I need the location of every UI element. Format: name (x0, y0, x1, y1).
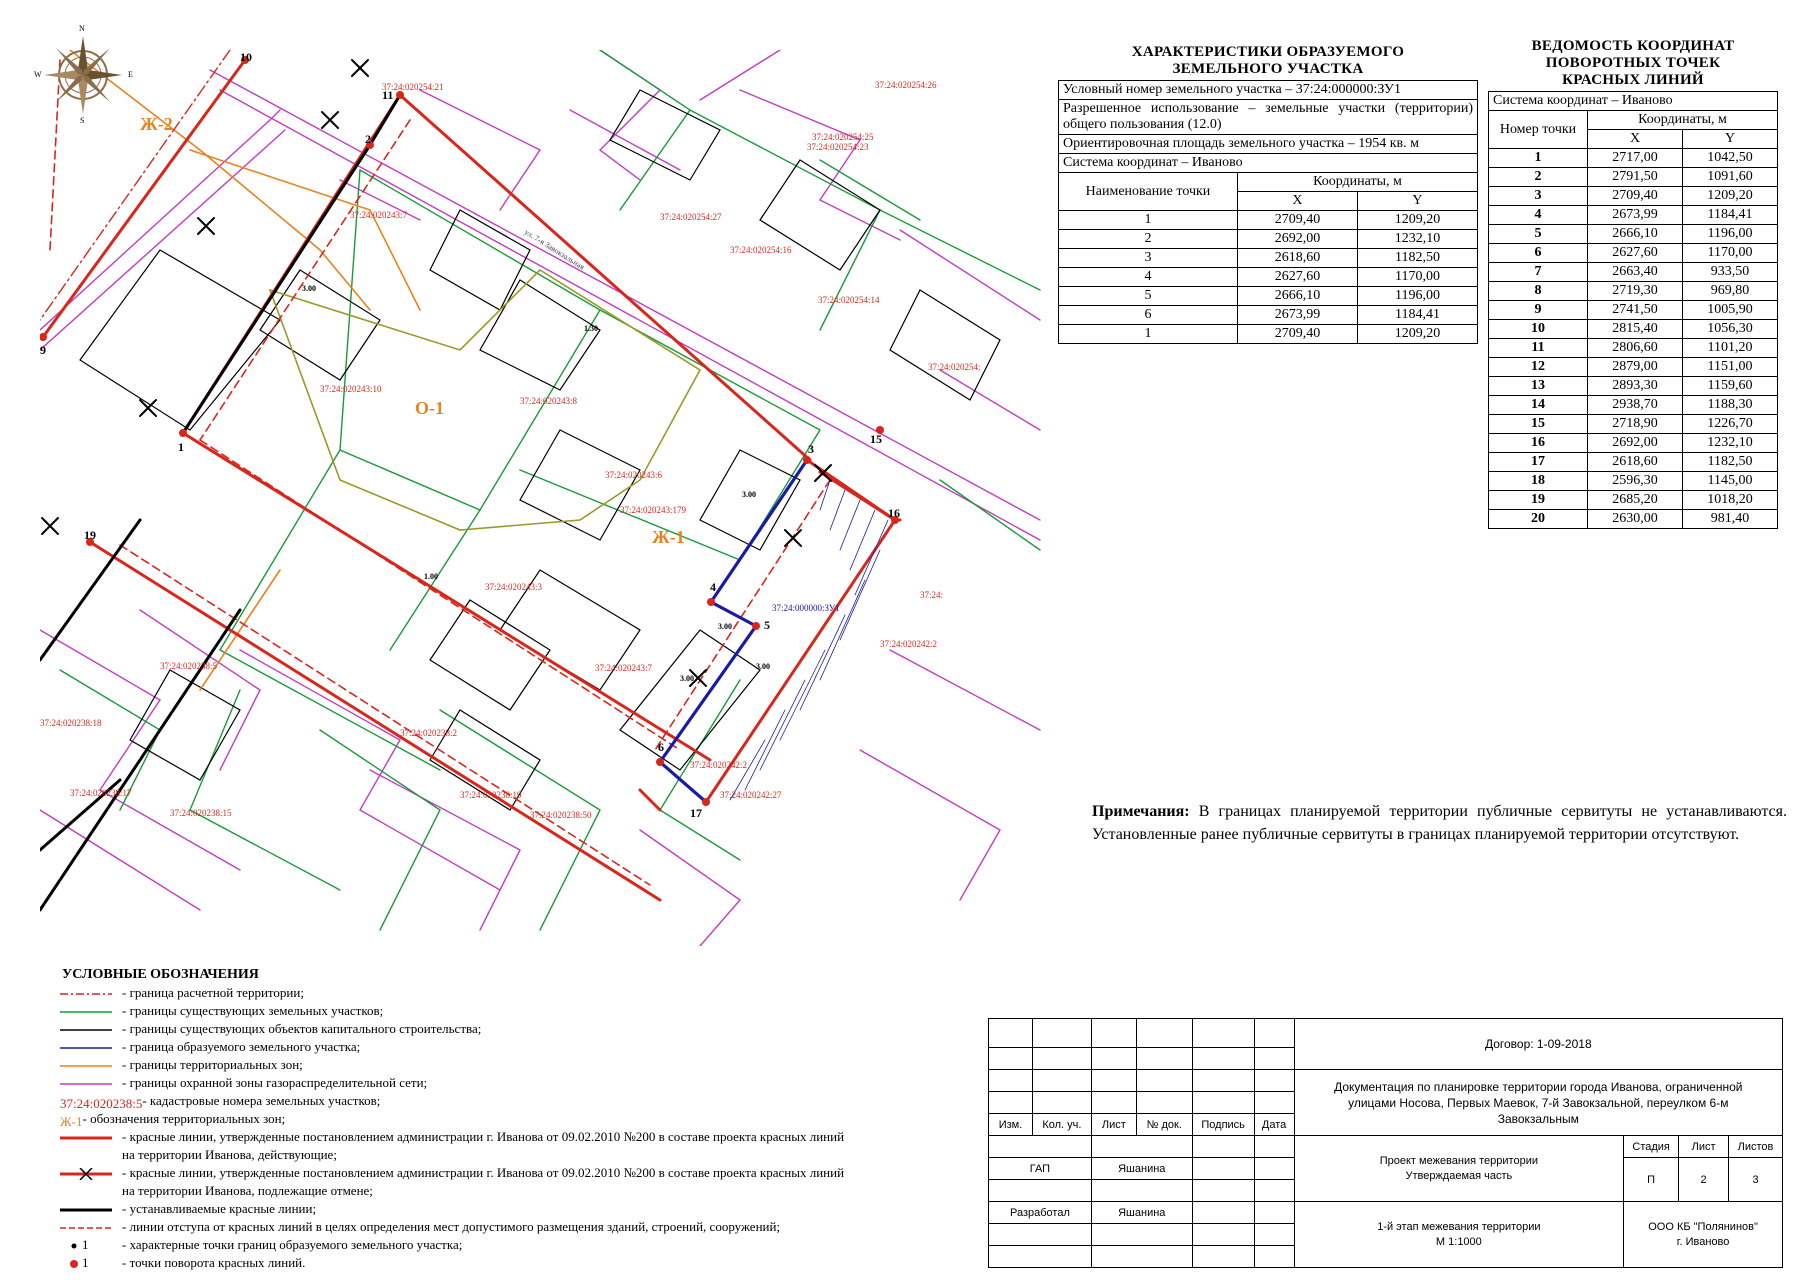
coords-row (1489, 263, 1778, 282)
coord-x: 2938,70 (1588, 396, 1683, 415)
dimension-label: 3.00 (756, 662, 770, 671)
coord-y: 1196,00 (1683, 225, 1778, 244)
coord-y: 1170,00 (1357, 268, 1477, 287)
legend-symbol (60, 1257, 116, 1269)
coord-x: 2806,60 (1588, 339, 1683, 358)
stamp-table (988, 1018, 1783, 1268)
coords-row (1489, 434, 1778, 453)
stamp-h-izm: Изм. (989, 1114, 1033, 1136)
dimension-label: 3.00 (302, 284, 316, 293)
legend-text: - границы территориальных зон; (122, 1057, 303, 1073)
coord-x: 2630,00 (1588, 510, 1683, 529)
coord-y: 1232,10 (1683, 434, 1778, 453)
notes-text: В границах планируемой территории публичные сервитуты не устанавливаются. Установленные ранее публичные сервитуты в границах планируемой территории отсутствуют. (1092, 803, 1787, 843)
point-name: 3 (1059, 249, 1238, 268)
legend-symbol (60, 1203, 116, 1215)
point-label: 1 (178, 440, 184, 454)
point-number: 14 (1489, 396, 1588, 415)
point-number: 11 (1489, 339, 1588, 358)
compass-n: N (79, 24, 85, 33)
col-point-number: Номер точки (1489, 111, 1588, 149)
point-label: 9 (40, 343, 46, 357)
stamp-org-name: ООО КБ "Полянинов" (1648, 1220, 1758, 1233)
col-x: X (1238, 192, 1358, 211)
zone-label-zh1: Ж-1 (652, 527, 685, 547)
legend-text: - граница расчетной территории; (122, 985, 304, 1001)
point-number: 12 (1489, 358, 1588, 377)
point-number: 3 (1489, 187, 1588, 206)
coord-x: 2663,40 (1588, 263, 1683, 282)
zone-label-o1: О-1 (415, 398, 444, 418)
legend-text: - красные линии, утвержденные постановлением администрации г. Иванова от 09.02.2010 №200 в составе проекта красных линий (122, 1165, 845, 1181)
coords-row (1489, 282, 1778, 301)
zone-label-zh2: Ж-2 (140, 114, 173, 134)
cadastral-label: 37:24:020254:25 (812, 132, 874, 142)
legend-items (60, 984, 990, 1272)
coord-x: 2717,00 (1588, 149, 1683, 168)
cadastral-label: 37:24:020243:6 (605, 470, 663, 480)
characteristics-row (1059, 268, 1478, 287)
cadastral-label: 37:24:020254:14 (818, 295, 880, 305)
legend-item (60, 1254, 990, 1272)
legend-sym-text: 1 (82, 1255, 89, 1271)
coord-y: 1145,00 (1683, 472, 1778, 491)
coords-row (1489, 149, 1778, 168)
coords-row (1489, 472, 1778, 491)
legend-text-cont: на территории Иванова, подлежащие отмене; (122, 1183, 373, 1199)
coords-row (1489, 415, 1778, 434)
legend-text: - линии отступа от красных линий в целях определения мест допустимого размещения зданий, строений, сооружений; (122, 1219, 781, 1235)
coord-x: 2709,40 (1238, 325, 1358, 344)
col-coords: Координаты, м (1238, 173, 1478, 192)
dimension-label: 1.30 (584, 324, 598, 333)
stamp-city: г. Иваново (1676, 1235, 1730, 1248)
stamp-gap-name: Яшанина (1091, 1158, 1192, 1180)
point-label: 17 (690, 806, 702, 820)
legend-symbol (60, 1131, 116, 1143)
coords-row (1489, 339, 1778, 358)
stamp-project: Проект межевания территории Утверждаемая часть (1294, 1136, 1624, 1202)
zone-o1-boundary (270, 270, 700, 530)
coords-row (1489, 510, 1778, 529)
point-name: 4 (1059, 268, 1238, 287)
point-number: 15 (1489, 415, 1588, 434)
coord-y: 1209,20 (1357, 325, 1477, 344)
point-number: 9 (1489, 301, 1588, 320)
legend-item (60, 1056, 990, 1074)
characteristics-row (1059, 211, 1478, 230)
legend-text: - красные линии, утвержденные постановлением администрации г. Иванова от 09.02.2010 №200 в составе проекта красных линий (122, 1129, 845, 1145)
cadastral-label: 37:24:020243:8 (520, 396, 578, 406)
coord-x: 2596,30 (1588, 472, 1683, 491)
legend-item (60, 1218, 990, 1236)
coords-table (1488, 91, 1778, 529)
legend-text-cont: на территории Иванова, действующие; (122, 1147, 337, 1163)
legend-symbol (60, 1077, 116, 1089)
coords-system: Система координат – Иваново (1489, 92, 1778, 111)
coord-y: 1232,10 (1357, 230, 1477, 249)
point-label: 2 (365, 132, 371, 146)
coord-x: 2791,50 (1588, 168, 1683, 187)
legend-text: - граница образуемого земельного участка; (122, 1039, 361, 1055)
title-stamp (988, 1018, 1783, 1262)
coords-col-x: X (1588, 130, 1683, 149)
legend-symbol (60, 1239, 116, 1251)
characteristics-row (1059, 230, 1478, 249)
stamp-dev: Разработал (989, 1202, 1092, 1224)
legend-line-icon (60, 988, 116, 1000)
legend (60, 966, 990, 1272)
legend-code: Ж-1 (60, 1114, 83, 1130)
legend-line-icon (60, 1132, 116, 1144)
stamp-h-sign: Подпись (1192, 1114, 1254, 1136)
coord-x: 2673,99 (1588, 206, 1683, 225)
cadastral-label: 37:24:020254:16 (730, 245, 792, 255)
characteristics-row (1059, 287, 1478, 306)
point-label: 10 (240, 50, 252, 64)
characteristics-table (1058, 80, 1478, 344)
coord-x: 2692,00 (1238, 230, 1358, 249)
legend-line-icon (60, 1168, 116, 1180)
coord-x: 2666,10 (1238, 287, 1358, 306)
stamp-h-list: Лист (1091, 1114, 1136, 1136)
coords-row (1489, 301, 1778, 320)
coord-x: 2741,50 (1588, 301, 1683, 320)
coord-y: 1042,50 (1683, 149, 1778, 168)
coords-row (1489, 396, 1778, 415)
point-number: 19 (1489, 491, 1588, 510)
stamp-h-date: Дата (1254, 1114, 1294, 1136)
coords-row (1489, 377, 1778, 396)
point-label: 3 (808, 442, 814, 456)
stamp-stage-name (1294, 1202, 1624, 1268)
legend-code: 37:24:020238:5 (60, 1096, 143, 1112)
point-label: 16 (888, 506, 900, 520)
cadastral-label: 37:24:020254:21 (382, 82, 444, 92)
compass-w: W (34, 70, 42, 79)
stamp-contract: Договор: 1-09-2018 (1294, 1019, 1782, 1070)
coord-y: 1184,41 (1683, 206, 1778, 225)
stamp-stage: П (1624, 1158, 1679, 1202)
coord-x: 2673,99 (1238, 306, 1358, 325)
area: Ориентировочная площадь земельного участка – 1954 кв. м (1059, 135, 1478, 154)
coord-x: 2666,10 (1588, 225, 1683, 244)
point-name: 1 (1059, 325, 1238, 344)
point-number: 18 (1489, 472, 1588, 491)
characteristics-row (1059, 306, 1478, 325)
legend-item-cont (60, 1146, 990, 1164)
legend-line-icon (60, 1006, 116, 1018)
coord-x: 2709,40 (1588, 187, 1683, 206)
red-lines (43, 60, 900, 900)
legend-symbol (60, 1167, 116, 1179)
compass-rose (34, 24, 133, 125)
legend-item-cont (60, 1182, 990, 1200)
cadastral-label: 37:24:000000:ЗУ1 (772, 603, 840, 613)
coord-y: 1101,20 (1683, 339, 1778, 358)
cadastral-label: 37:24:020254:27 (660, 212, 722, 222)
point-number: 2 (1489, 168, 1588, 187)
coord-y: 1184,41 (1357, 306, 1477, 325)
legend-line-icon (60, 1024, 116, 1036)
legend-line-icon (60, 1222, 116, 1234)
point-number: 16 (1489, 434, 1588, 453)
cadastral-label: 37:24:020243:10 (320, 384, 382, 394)
coord-y: 1182,50 (1683, 453, 1778, 472)
dimension-label: 1.00 (424, 572, 438, 581)
point-number: 20 (1489, 510, 1588, 529)
coord-x: 2709,40 (1238, 211, 1358, 230)
characteristics-block (1058, 44, 1478, 344)
cadastral-label: 37:24:020238:18 (40, 718, 102, 728)
stamp-sheets-h: Листов (1729, 1136, 1783, 1158)
legend-text: - кадастровые номера земельных участков; (142, 1093, 381, 1109)
turning-points (40, 56, 899, 806)
point-number: 6 (1489, 244, 1588, 263)
coords-block (1488, 38, 1778, 529)
coord-y: 1182,50 (1357, 249, 1477, 268)
legend-item (60, 1002, 990, 1020)
coord-y: 1226,70 (1683, 415, 1778, 434)
legend-text: - характерные точки границ образуемого земельного участка; (122, 1237, 463, 1253)
legend-symbol (60, 1095, 143, 1112)
cadastral-label: 37:24:020242:2 (690, 760, 748, 770)
legend-line-icon (60, 1042, 116, 1054)
coords-col-y: Y (1683, 130, 1778, 149)
compass-s: S (80, 116, 85, 125)
coord-x: 2692,00 (1588, 434, 1683, 453)
cadastral-label: 37:24:020243:7 (350, 210, 408, 220)
point-label: 4 (710, 580, 716, 594)
stamp-h-doc: № док. (1136, 1114, 1192, 1136)
coord-x: 2815,40 (1588, 320, 1683, 339)
coord-x: 2879,00 (1588, 358, 1683, 377)
legend-line-icon (60, 1060, 116, 1072)
coords-rows (1489, 149, 1778, 529)
legend-symbol (60, 1023, 116, 1035)
coord-x: 2718,90 (1588, 415, 1683, 434)
dimension-label: 3.00 (718, 622, 732, 631)
point-number: 10 (1489, 320, 1588, 339)
building-outlines (80, 90, 1000, 810)
coord-x: 2627,60 (1238, 268, 1358, 287)
legend-sym-text: 1 (82, 1237, 89, 1253)
point-label: 6 (658, 740, 664, 754)
point-number: 17 (1489, 453, 1588, 472)
point-label: 15 (870, 432, 882, 446)
characteristics-title: ХАРАКТЕРИСТИКИ ОБРАЗУЕМОГО ЗЕМЕЛЬНОГО УЧАСТКА (1131, 44, 1405, 77)
legend-symbol (60, 987, 116, 999)
legend-symbol (60, 1221, 116, 1233)
cadastral-label: 37:24:020238:50 (530, 810, 592, 820)
legend-line-icon (60, 1078, 116, 1090)
legend-item (60, 1074, 990, 1092)
legend-item (60, 984, 990, 1002)
dimension-label: 3.00 (742, 490, 756, 499)
legend-item (60, 1110, 990, 1128)
stamp-gap: ГАП (989, 1158, 1092, 1180)
cadastral-label: 37:24:020254:26 (875, 80, 937, 90)
stamp-doc: Документация по планировке территории города Иванова, ограниченной улицами Носова, Первых Маевок, 7-й Завокзальной, переулком 6-м Завокзальным (1294, 1070, 1782, 1136)
legend-item (60, 1092, 990, 1110)
coord-x: 2719,30 (1588, 282, 1683, 301)
coord-y: 1151,00 (1683, 358, 1778, 377)
legend-line-icon (60, 1204, 116, 1216)
characteristics-rows (1059, 211, 1478, 344)
point-label: 11 (382, 88, 394, 102)
point-name: 1 (1059, 211, 1238, 230)
street-label: ул. 7-я Завокзальная (522, 227, 587, 272)
point-number: 8 (1489, 282, 1588, 301)
stamp-sheets: 3 (1729, 1158, 1783, 1202)
stamp-org (1624, 1202, 1783, 1268)
cadastral-label: 37:24:020254:23 (807, 142, 869, 152)
coord-y: 1018,20 (1683, 491, 1778, 510)
coord-x: 2685,20 (1588, 491, 1683, 510)
notes-label: Примечания: (1092, 803, 1190, 820)
cadastral-label: 37:24:020238:2 (400, 728, 458, 738)
stamp-h-kol: Кол. уч. (1032, 1114, 1091, 1136)
coords-title: ВЕДОМОСТЬ КООРДИНАТ ПОВОРОТНЫХ ТОЧЕК КРАСНЫХ ЛИНИЙ (1531, 38, 1735, 88)
legend-text: - обозначения территориальных зон; (82, 1111, 286, 1127)
legend-text: - границы существующих земельных участков; (122, 1003, 384, 1019)
compass-icon (38, 30, 128, 120)
coord-x: 2618,60 (1238, 249, 1358, 268)
cadastral-label: 37:24:020238:5 (160, 661, 218, 671)
characteristics-row (1059, 325, 1478, 344)
stamp-stage-h: Стадия (1624, 1136, 1679, 1158)
coords-row (1489, 206, 1778, 225)
cadastral-label: 37:24:020243:7 (595, 663, 653, 673)
point-name: 2 (1059, 230, 1238, 249)
point-label: 19 (84, 528, 96, 542)
legend-text: - точки поворота красных линий. (122, 1255, 306, 1271)
coord-y: 1170,00 (1683, 244, 1778, 263)
coord-y: 1209,20 (1357, 211, 1477, 230)
point-number: 4 (1489, 206, 1588, 225)
coords-row (1489, 320, 1778, 339)
legend-symbol (60, 1041, 116, 1053)
legend-text: - границы существующих объектов капитального строительства; (122, 1021, 482, 1037)
coord-y: 1005,90 (1683, 301, 1778, 320)
coord-y: 1091,60 (1683, 168, 1778, 187)
coord-x: 2893,30 (1588, 377, 1683, 396)
cadastral-label: 37:24:020243:3 (485, 582, 543, 592)
coord-x: 2618,60 (1588, 453, 1683, 472)
cadastral-label: 37:24:020238:15 (170, 808, 232, 818)
coords-col-coords: Координаты, м (1588, 111, 1778, 130)
coord-system: Система координат – Иваново (1059, 154, 1478, 173)
legend-symbol (60, 1059, 116, 1071)
coords-row (1489, 453, 1778, 472)
coords-row (1489, 187, 1778, 206)
coord-y: 981,40 (1683, 510, 1778, 529)
point-number: 13 (1489, 377, 1588, 396)
legend-item (60, 1236, 990, 1254)
stamp-sheet: 2 (1679, 1158, 1729, 1202)
point-number: 5 (1489, 225, 1588, 244)
coords-row (1489, 225, 1778, 244)
legend-text: - границы охранной зоны газораспределительной сети; (122, 1075, 428, 1091)
stamp-scale: М 1:1000 (1435, 1235, 1482, 1248)
point-label: 5 (764, 618, 770, 632)
point-name: 5 (1059, 287, 1238, 306)
legend-title: УСЛОВНЫЕ ОБОЗНАЧЕНИЯ (62, 967, 259, 982)
notes (1092, 800, 1787, 846)
coord-y: 1159,60 (1683, 377, 1778, 396)
coord-y: 933,50 (1683, 263, 1778, 282)
coord-y: 1196,00 (1357, 287, 1477, 306)
legend-item (60, 1164, 990, 1182)
point-name: 6 (1059, 306, 1238, 325)
coords-row (1489, 244, 1778, 263)
coords-row (1489, 358, 1778, 377)
stamp-dev-name: Яшанина (1091, 1202, 1192, 1224)
col-point-name: Наименование точки (1059, 173, 1238, 211)
cadastral-label: 37:24:020243:179 (620, 505, 687, 515)
legend-item (60, 1200, 990, 1218)
usage: Разрешенное использование – земельные участки (территории) общего пользования (12.0) (1059, 100, 1478, 135)
coord-y: 1188,30 (1683, 396, 1778, 415)
stamp-sheet-h: Лист (1679, 1136, 1729, 1158)
coord-y: 969,80 (1683, 282, 1778, 301)
cadastral-label: 37:24:020238:19 (460, 790, 522, 800)
compass-e: E (128, 70, 133, 79)
legend-item (60, 1020, 990, 1038)
coord-y: 1056,30 (1683, 320, 1778, 339)
coords-row (1489, 491, 1778, 510)
coord-y: 1209,20 (1683, 187, 1778, 206)
legend-item (60, 1038, 990, 1056)
legend-text: - устанавливаемые красные линии; (122, 1201, 317, 1217)
cadastral-label: 37:24:020254: (928, 362, 981, 372)
characteristics-row (1059, 249, 1478, 268)
parcel-lines (60, 50, 1040, 930)
cadastral-label: 37:24:020238:17 (70, 788, 132, 798)
dimension-label: 3.00 (680, 674, 694, 683)
coords-row (1489, 168, 1778, 187)
legend-symbol (60, 1005, 116, 1017)
point-number: 1 (1489, 149, 1588, 168)
coord-x: 2627,60 (1588, 244, 1683, 263)
legend-item (60, 1128, 990, 1146)
cadastral-label: 37:24:020242:2 (880, 639, 938, 649)
cadastral-label: 37:24: (920, 590, 944, 600)
map-area[interactable] (40, 50, 1050, 946)
point-number: 7 (1489, 263, 1588, 282)
legend-symbol (60, 1113, 83, 1130)
stamp-stage-name-text: 1-й этап межевания территории (1377, 1220, 1541, 1233)
col-y: Y (1357, 192, 1477, 211)
cond-number: Условный номер земельного участка – 37:24:000000:ЗУ1 (1059, 81, 1478, 100)
cadastral-label: 37:24:020242:27 (720, 790, 782, 800)
